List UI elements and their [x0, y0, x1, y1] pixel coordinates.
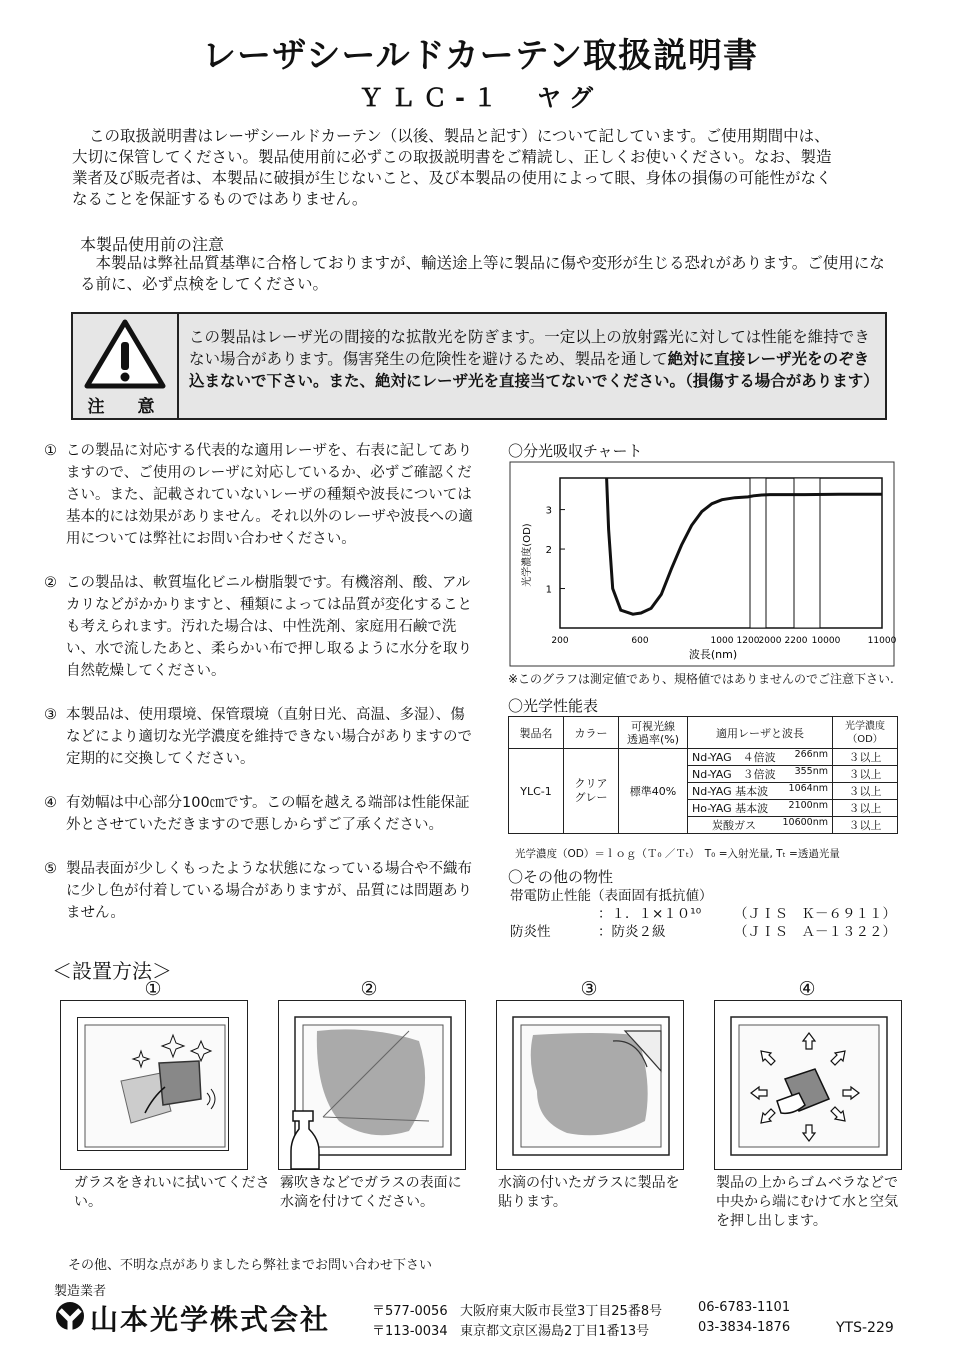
laser-cell: [688, 800, 833, 817]
intro-line: この取扱説明書はレーザシールドカーテン（以後、製品と記す）について記しています。ご使用期間中は、: [89, 127, 830, 145]
caution-box: [71, 312, 887, 420]
laser-cell: [688, 783, 833, 800]
od-cell: ３以上: [833, 783, 898, 800]
list-item: [44, 858, 474, 924]
color-cell: クリア グレー: [564, 749, 619, 834]
address-text: 東京都文京区湯島2丁目1番13号: [460, 1324, 650, 1339]
antistatic-standard: （ＪＩＳ Ｋ－６９１１）: [734, 906, 896, 922]
intro-line: なることを保証するものではありません。: [72, 190, 368, 208]
item-number: ③: [44, 707, 57, 723]
table-heading: 〇光学性能表: [508, 697, 599, 715]
table-header: 光学濃度 （OD）: [833, 717, 898, 749]
chart-xtick-label: 1200: [736, 636, 760, 646]
od-cell: ３以上: [833, 817, 898, 834]
step2-illustration: [278, 1000, 466, 1170]
pre-use-body: 本製品は弊社品質基準に合格しておりますが、輸送途上等に製品に傷や変形が生じる恐れがあります。ご使用になる前に、必ず点検をしてください。: [80, 254, 885, 293]
intro-line: 大切に保管してください。製品使用前に必ずこの取扱説明書をご精読し、正しくお使いください。なお、製造: [72, 148, 832, 166]
address-text: 大阪府東大阪市長堂3丁目25番8号: [460, 1304, 663, 1319]
pre-use-heading: 本製品使用前の注意: [80, 235, 225, 254]
address-tel: 03-3834-1876: [698, 1320, 791, 1335]
step4-illustration: [714, 1000, 902, 1170]
squeegee-icon: [715, 1001, 903, 1171]
caution-text: [189, 326, 879, 392]
installation-heading: ＜設置方法＞: [52, 959, 172, 983]
step-caption: 製品の上からゴムベラなどで中央から端にむけて水と空気を押し出します。: [716, 1175, 898, 1229]
notes-list: [44, 440, 474, 946]
od-cell: ３以上: [833, 766, 898, 783]
laser-cell: [688, 817, 833, 834]
optical-performance-table: [508, 716, 898, 834]
laser-cell: [688, 749, 833, 766]
od-cell: ３以上: [833, 749, 898, 766]
step-number: ②: [360, 978, 378, 1000]
laser-wavelength: 355nm: [794, 766, 828, 777]
laser-name: 炭酸ガス: [712, 819, 756, 832]
address-zip: 〒577-0056: [372, 1304, 448, 1319]
document-title: レーザシールドカーテン取扱説明書: [202, 36, 758, 76]
table-row: [509, 749, 898, 766]
chart-axis-break: [794, 478, 820, 628]
laser-cell: [688, 766, 833, 783]
document-subtitle: ＹＬＣ-１ ヤグ: [359, 84, 601, 112]
address-tel: 06-6783-1101: [698, 1300, 791, 1315]
step3-illustration: [496, 1000, 684, 1170]
laser-name: Nd-YAG ４倍波: [692, 751, 776, 764]
list-item: [44, 792, 474, 836]
table-header: カラー: [564, 717, 619, 749]
item-number: ②: [44, 575, 57, 591]
chart-ylabel: 光学濃度(OD): [522, 523, 533, 587]
step-caption: 水滴の付いたガラスに製品を貼ります。: [498, 1175, 680, 1210]
spray-bottle-icon: [279, 1001, 467, 1171]
laser-name: Nd-YAG ３倍波: [692, 768, 776, 781]
flame-label: 防炎性: [510, 924, 551, 940]
item-text: 有効幅は中心部分100㎝です。この幅を越える端部は性能保証外とさせていただきますので悪しからずご了承ください。: [66, 795, 470, 833]
chart-heading: 〇分光吸収チャート: [508, 442, 643, 460]
caution-label: 注 意: [87, 397, 163, 417]
step-caption: ガラスをきれいに拭いてください。: [74, 1175, 270, 1210]
cloth-wiping-icon: [61, 1001, 249, 1171]
antistatic-value: ：１．１×１０¹⁰: [598, 906, 702, 922]
item-number: ⑤: [44, 861, 57, 877]
table-header-row: [509, 717, 898, 749]
chart-axis-break: [750, 478, 766, 628]
list-item: [44, 704, 474, 770]
chart-xtick-label: 10000: [811, 636, 841, 646]
step-number: ④: [798, 978, 816, 1000]
flame-value: ：防炎２級: [598, 924, 666, 940]
product-name-cell: YLC-1: [509, 749, 564, 834]
laser-wavelength: 1064nm: [788, 783, 828, 794]
item-text: この製品に対応する代表的な適用レーザを、右表に記してありますので、ご使用のレーザに対応しているか、必ずご確認ください。また、記載されていないレーザの種類や波長については基本的には効果がありません。それ以外のレーザや波長への適用については弊社にお問い合わせください。: [66, 443, 473, 547]
chart-ytick-label: 1: [545, 584, 552, 596]
chart-xtick-label: 2000: [758, 636, 782, 646]
table-header: 可視光線 透過率(%): [619, 717, 688, 749]
caution-bold-text: 絶対に直接レーザ光をのぞき込まないで下さい。また、絶対にレーザ光を直接当てないでください。（損傷する場合があります）: [189, 350, 879, 390]
step-number: ③: [580, 978, 598, 1000]
chart-xtick-label: 200: [551, 636, 569, 646]
absorption-chart: [508, 460, 898, 668]
transmittance-cell: 標準40%: [619, 749, 688, 834]
table-header: 製品名: [509, 717, 564, 749]
laser-wavelength: 266nm: [794, 749, 828, 760]
caution-symbol-panel: [73, 314, 179, 418]
film-applying-icon: [497, 1001, 685, 1171]
step-caption: 霧吹きなどでガラスの表面に水滴を付けてください。: [280, 1175, 462, 1210]
chart-ytick-label: 2: [545, 545, 552, 557]
warning-triangle-icon: [73, 314, 177, 394]
step1-illustration: [60, 1000, 248, 1170]
item-text: この製品は、軟質塩化ビニル樹脂製です。有機溶剤、酸、アルカリなどがかかりますと、種類によっては品質が変化することも考えられます。汚れた場合は、中性洗剤、家庭用石鹸で洗い、水で流したあと、柔らかい布で押し取るように水分を取り自然乾燥してください。: [66, 575, 472, 679]
antistatic-label: 帯電防止性能（表面固有抵抗値）: [510, 888, 713, 904]
caution-normal-text: この製品はレーザ光の間接的な拡散光を防ぎます。一定以上の放射露光に対しては性能を維持できない場合があります。傷害発生の危険性を避けるため、製品を通して: [189, 328, 870, 368]
other-properties-heading: 〇その他の物性: [508, 868, 614, 886]
item-number: ④: [44, 795, 57, 811]
list-item: [44, 440, 474, 550]
od-formula-note: 光学濃度（OD）＝ｌｏｇ（Ｔ₀ ／Ｔₜ） T₀ =入射光量, Tₜ =透過光量: [515, 848, 840, 860]
chart-ytick-label: 3: [545, 505, 552, 517]
maker-label: 製造業者: [54, 1284, 107, 1299]
flame-standard: （ＪＩＳ Ａ－１３２２）: [734, 924, 896, 940]
address-zip: 〒113-0034: [372, 1324, 448, 1339]
document-code: YTS-229: [836, 1320, 894, 1336]
chart-xtick-label: 11000: [867, 636, 897, 646]
table-header: 適用レーザと波長: [688, 717, 833, 749]
od-cell: ３以上: [833, 800, 898, 817]
chart-xlabel: 波長(nm): [688, 648, 738, 661]
chart-xtick-label: 600: [631, 636, 649, 646]
contact-note: その他、不明な点がありましたら弊社までお問い合わせ下さい: [68, 1258, 433, 1273]
intro-paragraph: [72, 126, 892, 210]
chart-xtick-label: 2200: [784, 636, 808, 646]
laser-name: Ho-YAG 基本波: [692, 802, 769, 815]
chart-note: ※このグラフは測定値であり、規格値ではありませんのでご注意下さい.: [508, 672, 894, 686]
laser-name: Nd-YAG 基本波: [692, 785, 769, 798]
item-text: 製品表面が少しくもったような状態になっている場合や不織布に少し色が付着している場合がありますが、品質には問題ありません。: [66, 861, 472, 921]
company-name: 山本光学株式会社: [90, 1303, 331, 1336]
item-number: ①: [44, 443, 57, 459]
step-number: ①: [144, 978, 162, 1000]
list-item: [44, 572, 474, 682]
chart-xtick-label: 1000: [710, 636, 734, 646]
company-logo-icon: [54, 1300, 86, 1332]
intro-line: 業者及び販売者は、本製品に破損が生じないこと、及び本製品の使用によって眼、身体の損傷の可能性がなく: [72, 169, 832, 187]
item-text: 本製品は、使用環境、保管環境（直射日光、高温、多湿）、傷などにより適切な光学濃度を維持できない場合がありますので定期的に交換してください。: [66, 707, 472, 767]
laser-wavelength: 2100nm: [788, 800, 828, 811]
laser-wavelength: 10600nm: [782, 817, 828, 828]
